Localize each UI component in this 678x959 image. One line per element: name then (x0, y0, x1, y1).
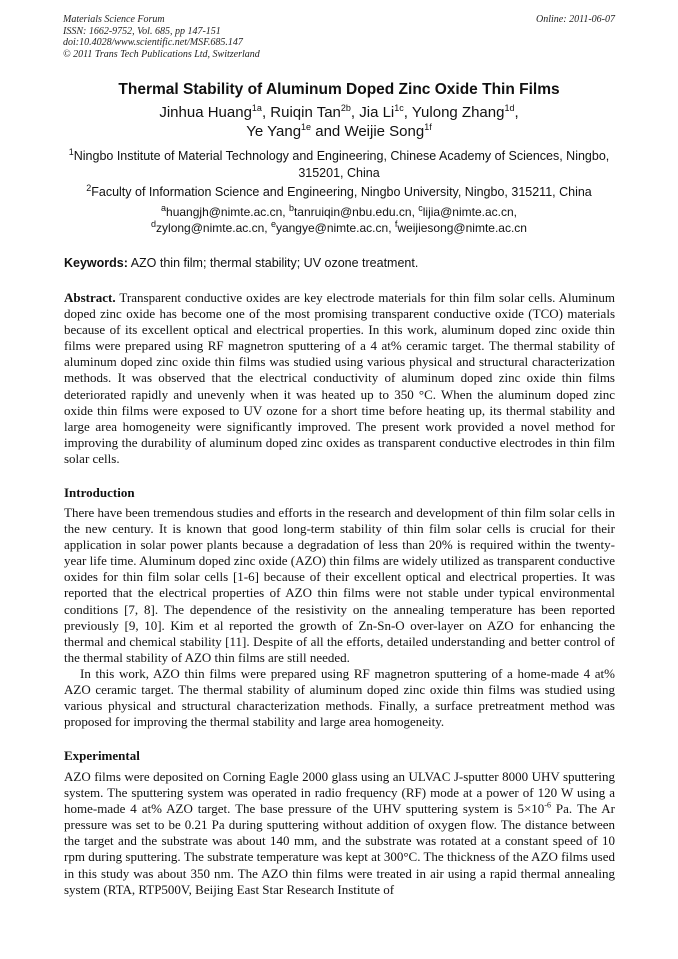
email-address[interactable]: weijiesong@nimte.ac.cn (397, 220, 527, 235)
author-affil-sup: 1e (301, 122, 312, 132)
email-sup: e (270, 218, 276, 229)
email-address[interactable]: huangjh@nimte.ac.cn (166, 205, 283, 219)
introduction-paragraph-2: In this work, AZO thin films were prepared using RF magnetron sputtering of a home-made 4 at% AZO ceramic target. The thermal stability of aluminum doped zinc oxide thin films was studied using various physical and structural characterization methods. Finally, a surface pretreatment method was proposed for improving the thermal stability and large area homogeneity. (64, 665, 615, 730)
experimental-heading: Experimental (64, 748, 140, 763)
author-name: Weijie Song (344, 123, 425, 140)
paper-title: Thermal Stability of Aluminum Doped Zinc Oxide Thin Films (118, 81, 560, 98)
email-sup: f (394, 218, 398, 229)
copyright-line: © 2011 Trans Tech Publications Ltd, Switzerland (63, 48, 260, 60)
experimental-text-b: Pa. The Ar pressure was set to be 0.21 Pa during sputtering without addition of oxygen flow. The distance between the target and the substrate was about 140 mm, and the substrate was rotated at a constant speed of 10 rpm during sputtering. The substrate temperature was kept at 300°C. The thickness of the AZO films used in this study was about 350 nm. The AZO thin films were treated in air using a rapid thermal annealing system (RTA, RTP500V, Beijing East Star Research Institute of (64, 801, 615, 897)
email-sup: c (418, 203, 423, 213)
affiliation-sup: 2 (86, 182, 92, 193)
author-affil-sup: 1d (504, 103, 515, 113)
keywords-line (64, 256, 616, 270)
doi-line: doi:10.4028/www.scientific.net/MSF.685.147 (63, 37, 243, 48)
affiliation-2 (55, 184, 623, 201)
author-affil-sup: 2b (340, 103, 351, 113)
author-affil-sup: 1a (251, 103, 262, 113)
abstract (64, 290, 615, 467)
author-affil-sup: 1f (424, 122, 432, 132)
experimental-body (64, 769, 615, 898)
keywords-text: AZO thin film; thermal stability; UV ozone treatment. (130, 256, 419, 270)
email-address[interactable]: lijia@nimte.ac.cn (422, 205, 514, 219)
introduction-heading: Introduction (64, 485, 135, 500)
issn-line: ISSN: 1662-9752, Vol. 685, pp 147-151 (63, 25, 221, 37)
author-name: Jia Li (359, 104, 395, 121)
affiliation-text: Faculty of Information Science and Engineering, Ningbo University, Ningbo, 315211, China (91, 185, 592, 199)
experimental-text-a: AZO films were deposited on Corning Eagle 2000 glass using an ULVAC J-sputter 8000 UHV sputtering system. The sputtering system was operated in radio frequency (RF) mode at a power of 120 W using a home-made 4 at% AZO target. The base pressure of the UHV sputtering system is 5×10 (64, 769, 615, 817)
author-emails: $^a$huangjh@nimte.ac.cn, $^b$tanruiqin@nbu.edu.cn, $^c$lijia@nimte.ac.cn, $^d$zylong@nimte.ac.cn, $^e$yangye@nimte.ac.cn, $^f$weijiesong@nimte.ac.cn (151, 203, 527, 235)
email-sup: a (161, 203, 167, 213)
exponent-sup: -6 (544, 800, 551, 810)
author-name: Ruiqin Tan (270, 104, 341, 121)
email-sup: b (288, 203, 294, 213)
email-sup: d (151, 218, 157, 229)
keywords-label: Keywords: (64, 256, 128, 270)
email-address[interactable]: zylong@nimte.ac.cn (156, 220, 265, 235)
affiliation-1 (55, 148, 623, 182)
email-address[interactable]: yangye@nimte.ac.cn (275, 220, 389, 235)
affiliation-text: Ningbo Institute of Material Technology and Engineering, Chinese Academy of Sciences, Ningbo, 315201, China (73, 149, 610, 180)
author-affil-sup: 1c (394, 103, 404, 113)
author-name: Ye Yang (246, 123, 302, 140)
online-date: Online: 2011-06-07 (536, 14, 615, 25)
author-name: Jinhua Huang (159, 104, 252, 121)
abstract-label: Abstract. (64, 290, 116, 305)
email-address[interactable]: tanruiqin@nbu.edu.cn (293, 205, 412, 219)
author-list: Jinhua Huang$^{1a}$, Ruiqin Tan$^{2b}$, Jia $Li^{1c}$, Yulong Zhang$^{1d}$, Ye Yang$^{1e}$ and Weijie Song$^{1f}$ (159, 103, 519, 140)
affiliation-sup: 1 (68, 146, 74, 157)
author-name: Yulong Zhang (411, 104, 505, 121)
abstract-text: Transparent conductive oxides are key electrode materials for thin film solar cells. Aluminum doped zinc oxide has become one of the most promising transparent conductive oxide (TCO) materials because of its excellent optical and electrical properties. In this work, aluminum doped zinc oxide thin films were prepared using RF magnetron sputtering of a 4 at% ceramic target. The thermal stability of aluminum doped zinc oxide thin films was studied using various physical and structural characterization methods. It was observed that the electrical conductivity of aluminum doped zinc oxide thin films deteriorated rapidly and unevenly when it was heated up to 350 °C. When the aluminum doped zinc oxide thin films were exposed to UV ozone for a short time before heating up, its thermal stability and large area homogeneity were significantly improved. The present work provided a novel method for improving the durability of aluminum doped zinc oxides as transparent conductive electrodes in thin film solar cells. (64, 290, 616, 466)
running-header (63, 14, 615, 60)
introduction-paragraph-1: There have been tremendous studies and efforts in the research and development of thin film solar cells in the new century. It is known that good long-term stability of thin film solar cells is crucial for their application in solar power plants because a degradation of less than 20% is required within the twenty-year life time. Aluminum doped zinc oxide (AZO) thin films are widely utilized as transparent conductive oxides for thin film solar cells [1-6] because of their excellent optical and electrical properties. It was reported that the electrical properties of AZO thin films were not stable under typical environmental conditions [7, 8]. The dependence of the resistivity on the annealing temperature has been reported previously [9, 10]. Kim et al reported the growth of Zn-Sn-O over-layer on AZO for enhancing the thermal and chemical stability [11]. Despite of all the efforts, detailed understanding and better control of the thermal stability of AZO thin films are still needed. (64, 505, 615, 665)
introduction-body (64, 505, 615, 730)
journal-name: Materials Science Forum (63, 14, 165, 25)
